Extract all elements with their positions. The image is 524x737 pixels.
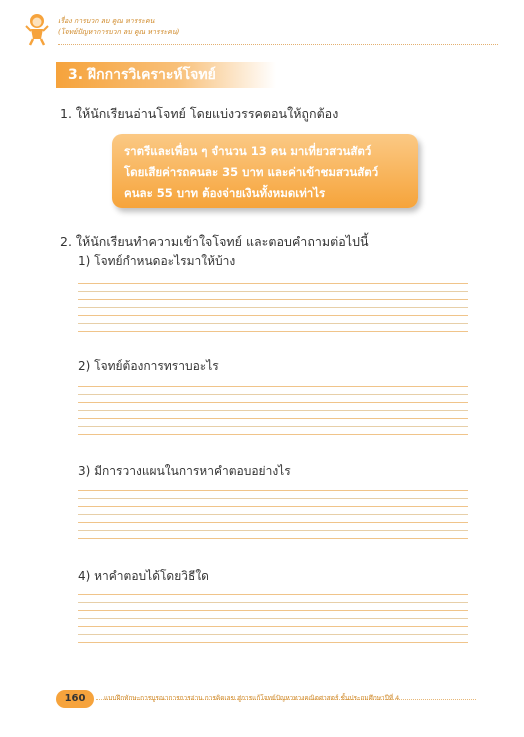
answer-lines-3[interactable]	[78, 490, 468, 546]
problem-line-2: โดยเสียค่ารถคนละ 35 บาท และค่าเข้าชมสวนสัตว์	[124, 165, 379, 179]
header-divider	[58, 44, 498, 45]
answer-lines-4[interactable]	[78, 594, 468, 650]
header-line-2: (โจทย์ปัญหาการบวก ลบ คูณ หารระคน)	[58, 28, 180, 36]
sub-question-4: 4) หาคำตอบได้โดยวิธีใด	[78, 569, 209, 583]
problem-box	[112, 134, 418, 208]
sub-question-2: 2) โจทย์ต้องการทราบอะไร	[78, 359, 219, 373]
sub-question-3: 3) มีการวางแผนในการหาคำตอบอย่างไร	[78, 464, 291, 478]
answer-lines-2[interactable]	[78, 386, 468, 442]
page-header	[22, 10, 502, 50]
question-1: 1. ให้นักเรียนอ่านโจทย์ โดยแบ่งวรรคตอนให้ถูกต้อง	[60, 106, 339, 121]
sub-question-1: 1) โจทย์กำหนดอะไรมาให้บ้าง	[78, 254, 236, 268]
problem-line-3: คนละ 55 บาท ต้องจ่ายเงินทั้งหมดเท่าไร	[124, 186, 326, 200]
footer-text: แบบฝึกทักษะการบูรณาการการอ่าน การคิดเลข สู่การแก้โจทย์ปัญหาทางคณิตศาสตร์ ชั้นประถมศึกษาปีที่ 4	[104, 694, 400, 702]
mascot-icon	[24, 12, 50, 46]
question-2: 2. ให้นักเรียนทำความเข้าใจโจทย์ และตอบคำถามต่อไปนี้	[60, 234, 369, 249]
problem-line-1: ราตรีและเพื่อน ๆ จำนวน 13 คน มาเที่ยวสวนสัตว์	[124, 144, 372, 158]
section-title: 3. ฝึกการวิเคราะห์โจทย์	[56, 62, 276, 88]
answer-lines-1[interactable]	[78, 283, 468, 339]
header-text	[58, 16, 179, 38]
page-number: 160	[56, 690, 94, 708]
page-footer	[56, 690, 476, 708]
header-line-1: เรื่อง การบวก ลบ คูณ หารระคน	[58, 17, 155, 25]
